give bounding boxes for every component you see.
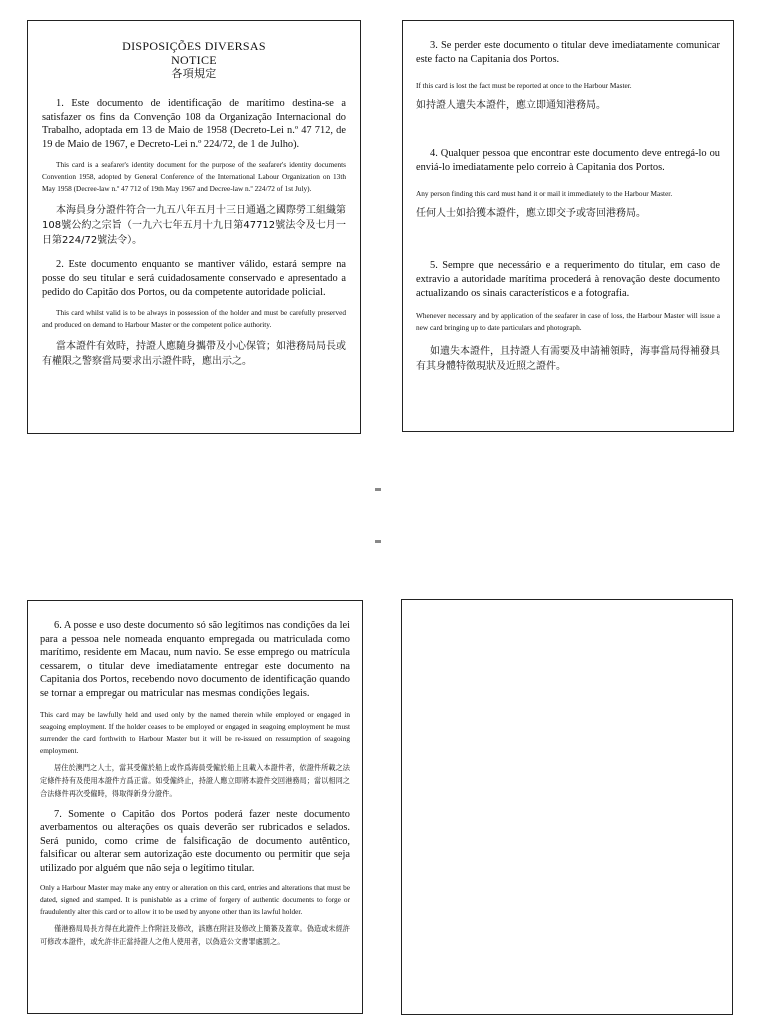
paragraph-6-zh: 居住於澳門之人士，當其受僱於船上或作爲海員受僱於船上且載入本證件者，依證件所載之法定條件持有及使用本證件方爲正當。如受僱終止，持證人應立即將本證件交回港務局；當以相同之合法條件再次受僱時，得取得新身分證件。 bbox=[40, 762, 350, 798]
paragraph-1-pt: 1. Este documento de identificação de marítimo destina-se a satisfazer os fins da Convenção 108 da Organização Internacional do Trabalho, adoptada em 13 de Maio de 1958 (Decreto-Lei n.º 47 712, de 19 de Maio de 1967, e Decreto-Lei n.º 224/72, de 1 de Julho). bbox=[42, 98, 346, 150]
paragraph-3-zh: 如持證人遺失本證件，應立即通知港務局。 bbox=[416, 100, 606, 112]
paragraph-6-en: This card may be lawfully held and used only by the named therein while employed or engaged in seagoing employment. If the holder ceases to be employed or engaged in seagoing employment he must surrender the card forthwith to Harbour Master but it will be re-issued on ressumption of seagoing employment. bbox=[40, 709, 350, 755]
scan-speck bbox=[375, 488, 381, 491]
paragraph-5-pt: 5. Sempre que necessário e a requerimento do titular, em caso de extravio a autoridade marítima procederá à renovação deste documento actualizando os sinais característicos e a fotografia. bbox=[416, 260, 720, 299]
paragraph-3-en: If this card is lost the fact must be reported at once to the Harbour Master. bbox=[416, 81, 632, 91]
paragraph-7-pt: 7. Somente o Capitão dos Portos poderá fazer neste documento averbamentos ou alterações os quais deverão ser rubricados e selados. Será punido, como crime de falsificação de documento autêntico, falsificar ou alterar sem autorização este documento ou permitir que seja utilizado por alguém que não seja o legítimo titular. bbox=[40, 808, 350, 874]
paragraph-4-zh: 任何人士如拾獲本證件，應立即交予或寄回港務局。 bbox=[416, 208, 646, 220]
paragraph-5-en: Whenever necessary and by application of the seafarer in case of loss, the Harbour Master will issue a new card bringing up to date particulars and photograph. bbox=[416, 311, 720, 333]
paragraph-2-pt: 2. Este documento enquanto se mantiver válido, estará sempre na posse do seu titular e será cuidadosamente conservado e apresentado a pedido do Capitão dos Portos, ou da competente autoridade policial. bbox=[42, 259, 346, 298]
card-loss-and-renewal bbox=[402, 20, 734, 432]
paragraph-2-en: This card whilst valid is to be always in possession of the holder and must be carefully preserved and produced on demand to Harbour Master or the competent police authority. bbox=[42, 308, 346, 330]
card-title-pt: DISPOSIÇÕES DIVERSAS bbox=[122, 39, 266, 53]
paragraph-5-zh: 如遺失本證件，且持證人有需要及申請補領時，海事當局得補發具有其身體特徵現狀及近照之證件。 bbox=[416, 346, 720, 373]
card-use-and-alterations bbox=[27, 600, 363, 1014]
paragraph-3-pt: 3. Se perder este documento o titular deve imediatamente comunicar este facto na Capitania dos Portos. bbox=[416, 40, 720, 65]
scan-speck bbox=[375, 540, 381, 543]
paragraph-6-pt: 6. A posse e uso deste documento só são legítimos nas condições da lei para a pessoa nele nomeada enquanto empregada ou matriculada como marítimo, residente em Macau, num navio. Se esse emprego ou matrícula cessarem, o titular deve imediatamente entregar este documento na Capitania dos Portos, recebendo novo documento de identificação quando se tornar a empregar ou matricular nas mesmas condições legais. bbox=[40, 620, 350, 699]
paragraph-1-en: This card is a seafarer's identity document for the purpose of the seafarer's identity documents Convention 1958, adopted by General Conference of the International Labour Organization on 13th May 1958 (Decree-law n.º 47 712 of 19th May 1967 and Decree-law n.º 224/72 of 1st July). bbox=[42, 160, 346, 194]
card-title-zh: 各項規定 bbox=[171, 67, 217, 80]
paragraph-7-en: Only a Harbour Master may make any entry or alteration on this card, entries and alterations that must be dated, signed and stamped. It is punishable as a crime of forgery of authentic documents to forge or fraudulently alter this card or to allow it to be used by anyone other than its lawful holder. bbox=[40, 882, 350, 916]
card-general-provisions bbox=[27, 20, 361, 434]
paragraph-1-zh: 本海員身分證件符合一九五八年五月十三日通過之國際勞工組織第108號公約之宗旨（一九六七年五月十九日第47712號法令及七月一日第224/72號法令）。 bbox=[42, 205, 346, 247]
card-title-en: NOTICE bbox=[171, 53, 217, 67]
card-blank bbox=[401, 599, 733, 1015]
paragraph-4-pt: 4. Qualquer pessoa que encontrar este documento deve entregá-lo ou enviá-lo imediatamente pelo correio à Capitania dos Portos. bbox=[416, 148, 720, 173]
paragraph-2-zh: 當本證件有效時，持證人應隨身攜帶及小心保管；如港務局局長或有權限之警察當局要求出示證件時，應出示之。 bbox=[42, 341, 346, 368]
paragraph-4-en: Any person finding this card must hand it or mail it immediately to the Harbour Master. bbox=[416, 189, 673, 199]
paragraph-7-zh: 僅港務局局長方得在此證件上作附註及修改，該應在附註及修改上簡簽及蓋章。偽造或未經許可修改本證件，或允許非正當持證人之他人使用者，以偽造公文書罪處罰之。 bbox=[40, 923, 350, 946]
